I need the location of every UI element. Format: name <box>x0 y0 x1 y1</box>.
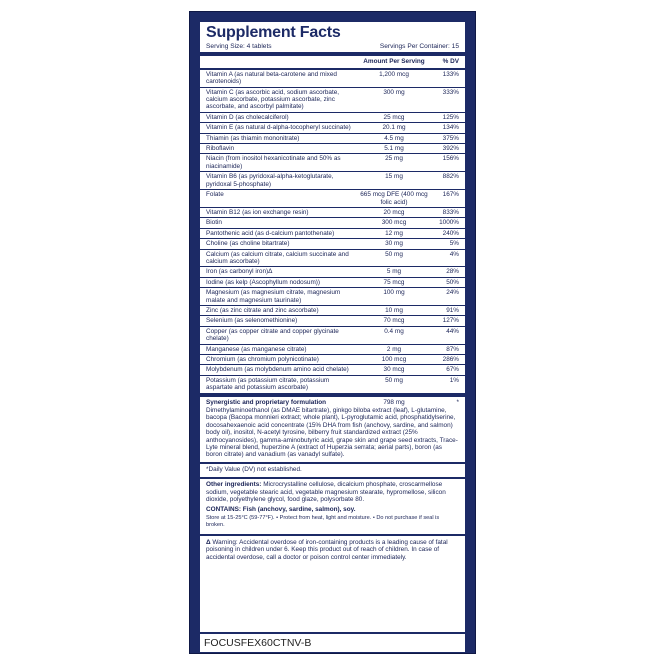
nutrient-dv: 24% <box>446 289 459 297</box>
nutrient-amount: 1,200 mcg <box>379 70 409 78</box>
nutrient-amount: 300 mg <box>383 88 405 96</box>
nutrient-amount: 5.1 mg <box>384 145 404 153</box>
product-code: FOCUSFEX60CTNV-B <box>200 634 465 652</box>
dv-column-header: % DV <box>442 58 459 66</box>
nutrient-amount: 15 mg <box>385 173 403 181</box>
nutrient-amount: 100 mg <box>383 289 405 297</box>
nutrient-name: Vitamin B6 (as pyridoxal-alpha-ketoglutarate, pyridoxal 5-phosphate) <box>206 173 334 188</box>
nutrient-name: Magnesium (as magnesium citrate, magnesium malate and magnesium taurinate) <box>206 289 341 304</box>
iron-warning <box>200 536 465 563</box>
nutrient-amount: 0.4 mg <box>384 327 404 335</box>
nutrient-amount: 4.5 mg <box>384 134 404 142</box>
nutrient-name: Riboflavin <box>206 145 235 153</box>
nutrient-row <box>200 355 465 365</box>
nutrient-dv: 91% <box>446 306 459 314</box>
blend-ingredients: Dimethylaminoethanol (as DMAE bitartrate), ginkgo biloba extract (leaf), L-glutamine, bacopa (Bacopa monnieri extract; whole plant), L-pyroglutamic acid, phosphatidylserine, docosahexaenoic acid concentrate (15% DHA from fish (anchovy, sardine, and salmon) body oil), inositol, N-acetyl tyrosine, bilberry fruit standardized extract (25% anthocyanosides), gamma-aminobutyric acid, grape skin and grape seed extracts, Trace-Lyte mineral blend, huperzine A (extract of Huperzia serrata; aerial parts), boron (as boron citrate) and vanadium (as vanadyl sulfate). <box>200 406 465 464</box>
supplement-label <box>190 12 475 653</box>
nutrient-name: Iodine (as kelp (Ascophyllum nodosum)) <box>206 278 321 286</box>
other-ingredients-text: Microcrystalline cellulose, dicalcium phosphate, croscarmellose sodium, vegetable stearic acid, vegetable magnesium stearate, hypromellose, silicon dioxide, polyethylene glycol, food glaze, polysorbate 80. <box>206 481 446 504</box>
dv-footnote: *Daily Value (DV) not established. <box>200 464 465 479</box>
nutrient-row <box>200 172 465 190</box>
nutrient-row <box>200 208 465 218</box>
allergen-statement: CONTAINS: Fish (anchovy, sardine, salmon), soy. <box>206 505 356 513</box>
nutrient-row <box>200 239 465 249</box>
supplement-facts-panel <box>200 22 465 632</box>
nutrient-row <box>200 306 465 316</box>
nutrient-dv: 44% <box>446 327 459 335</box>
nutrient-dv: 1% <box>449 376 459 384</box>
nutrient-dv: 240% <box>442 229 459 237</box>
nutrient-dv: 286% <box>442 356 459 363</box>
nutrient-row <box>200 267 465 277</box>
nutrient-row <box>200 190 465 208</box>
nutrient-row <box>200 376 465 394</box>
nutrient-dv: 167% <box>442 191 459 199</box>
nutrient-row <box>200 365 465 375</box>
nutrient-name: Vitamin E (as natural d-alpha-tocopheryl succinate) <box>206 124 351 132</box>
nutrient-amount: 20.1 mg <box>382 124 406 132</box>
nutrient-dv: 133% <box>442 70 459 78</box>
nutrient-name: Vitamin D (as cholecalciferol) <box>206 113 289 121</box>
nutrient-name: Choline (as choline bitartrate) <box>206 240 290 248</box>
nutrient-row <box>200 316 465 326</box>
nutrient-name: Folate <box>206 191 224 199</box>
nutrient-dv: 4% <box>449 250 459 258</box>
warning-text: Warning: Accidental overdose of iron-containing products is a leading cause of fatal poisoning in children under 6. Keep this product out of reach of children. In case of accidental overdose, call a doctor or poison control center immediately. <box>206 538 448 561</box>
nutrient-name: Selenium (as selenomethionine) <box>206 317 298 325</box>
nutrient-dv: 392% <box>442 145 459 153</box>
nutrient-dv: 5% <box>449 240 459 248</box>
nutrient-name: Vitamin B12 (as ion exchange resin) <box>206 208 309 216</box>
nutrient-dv: 882% <box>442 173 459 181</box>
nutrient-dv: 833% <box>442 208 459 216</box>
nutrient-row <box>200 144 465 154</box>
nutrient-amount: 30 mg <box>385 240 403 248</box>
nutrient-row <box>200 113 465 123</box>
nutrient-row <box>200 88 465 113</box>
nutrient-name: Copper (as copper citrate and copper glycinate chelate) <box>206 327 339 343</box>
nutrient-name: Vitamin A (as natural beta-carotene and mixed carotenoids) <box>206 70 337 86</box>
other-ingredients <box>200 479 465 504</box>
nutrient-row <box>200 229 465 239</box>
nutrient-name: Pantothenic acid (as d-calcium pantothenate) <box>206 229 335 237</box>
nutrient-dv: 28% <box>446 268 459 276</box>
nutrient-amount: 2 mg <box>386 345 402 353</box>
nutrient-dv: 333% <box>442 88 459 96</box>
nutrient-name: Vitamin C (as ascorbic acid, sodium ascorbate, calcium ascorbate, potassium ascorbate, zinc ascorbate, and ascorbyl palmitate) <box>206 88 340 111</box>
column-header <box>200 56 465 69</box>
nutrient-dv: 50% <box>446 278 459 286</box>
nutrient-amount: 25 mcg <box>383 113 405 121</box>
amount-column-header: Amount Per Serving <box>363 58 425 66</box>
nutrient-amount: 30 mcg <box>383 366 405 374</box>
serving-info <box>200 42 465 56</box>
nutrient-amount: 75 mcg <box>383 278 405 286</box>
nutrient-name: Thiamin (as thiamin mononitrate) <box>206 134 300 142</box>
nutrient-amount: 300 mcg <box>381 219 407 227</box>
blend-dv: * <box>456 398 459 406</box>
nutrient-name: Calcium (as calcium citrate, calcium succinate and calcium ascorbate) <box>206 250 349 265</box>
nutrient-amount: 12 mg <box>385 229 403 237</box>
nutrient-amount: 70 mcg <box>383 317 405 325</box>
nutrient-rows <box>200 70 465 394</box>
nutrient-name: Niacin (from inositol hexanicotinate and 50% as niacinamide) <box>206 155 341 170</box>
nutrient-name: Potassium (as potassium citrate, potassium aspartate and potassium ascorbate) <box>206 376 330 392</box>
nutrient-row <box>200 345 465 355</box>
nutrient-dv: 125% <box>442 113 459 121</box>
nutrient-dv: 67% <box>446 366 459 374</box>
nutrient-dv: 1000% <box>439 219 459 227</box>
nutrient-row <box>200 70 465 88</box>
nutrient-row <box>200 288 465 306</box>
nutrient-name: Iron (as carbonyl iron)Δ <box>206 268 273 276</box>
nutrient-name: Manganese (as manganese citrate) <box>206 345 307 353</box>
nutrient-row <box>200 250 465 268</box>
nutrient-dv: 87% <box>446 345 459 353</box>
blend-amount: 798 mg <box>383 398 405 406</box>
other-ingredients-label: Other ingredients: <box>206 481 262 489</box>
nutrient-amount: 50 mg <box>385 250 403 258</box>
nutrient-dv: 375% <box>442 134 459 142</box>
nutrient-row <box>200 123 465 133</box>
blend-name: Synergistic and proprietary formulation <box>206 398 327 406</box>
nutrient-name: Zinc (as zinc citrate and zinc ascorbate) <box>206 306 319 314</box>
nutrient-amount: 50 mg <box>385 376 403 384</box>
nutrient-dv: 134% <box>442 124 459 132</box>
nutrient-amount: 25 mg <box>385 155 403 163</box>
nutrient-amount: 5 mg <box>386 268 402 276</box>
serving-size: Serving Size: 4 tablets <box>206 43 272 50</box>
nutrient-amount: 665 mcg DFE (400 mcg folic acid) <box>360 191 428 206</box>
servings-per-container: Servings Per Container: 15 <box>379 43 459 50</box>
nutrient-row <box>200 278 465 288</box>
nutrient-name: Molybdenum (as molybdenum amino acid chelate) <box>206 366 349 374</box>
warning-triangle-icon: Δ <box>206 538 211 546</box>
blend-header <box>200 397 465 406</box>
nutrient-amount: 20 mcg <box>383 208 405 216</box>
nutrient-row <box>200 218 465 228</box>
nutrient-dv: 156% <box>442 155 459 163</box>
nutrient-row <box>200 154 465 172</box>
nutrient-row <box>200 134 465 144</box>
storage-instructions: Store at 15-25°C (59-77°F). • Protect from heat, light and moisture. • Do not purchase if seal is broken. <box>200 514 465 536</box>
nutrient-dv: 127% <box>442 317 459 325</box>
nutrient-name: Biotin <box>206 219 222 227</box>
nutrient-amount: 10 mg <box>385 306 403 314</box>
nutrient-name: Chromium (as chromium polynicotinate) <box>206 356 319 363</box>
panel-title: Supplement Facts <box>206 24 341 41</box>
nutrient-row <box>200 327 465 345</box>
nutrient-amount: 100 mcg <box>381 356 407 363</box>
